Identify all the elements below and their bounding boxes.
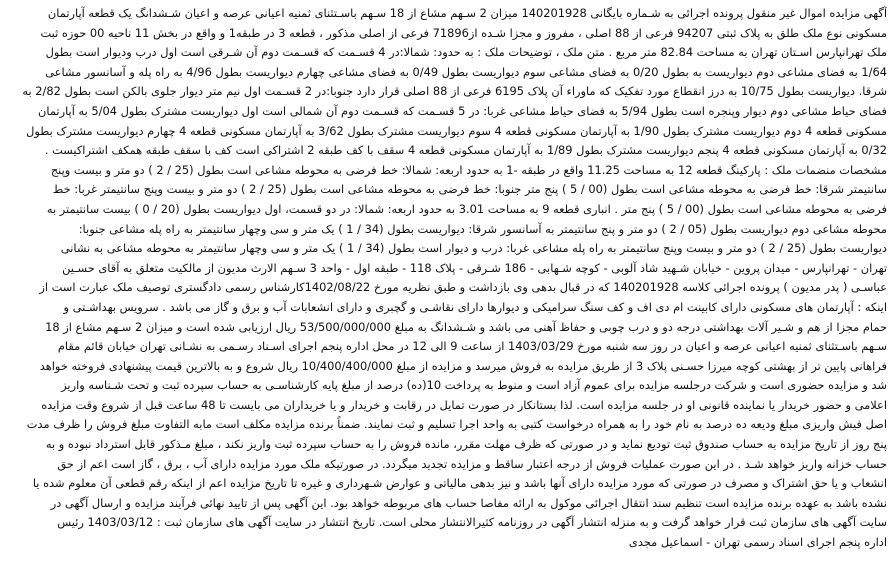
notice-line-27: سایت آگهی های سازمان ثبت قرار خواهد گرفت و به منزله انتشار آگهی در روزنامه کثیرالانتشار محلی است. تاریخ انتشار در سایت آگهی های سازمان ثبت : 1403/03/12 رئیس <box>57 515 887 530</box>
notice-line-2: مسکونی نوع ملک طلق به پلاک ثبتی 94207 فرعی از 88 اصلی ، مفروز و مجزا شـده از71896 فرعی از اصلی مذکور ، قطعه 3 در طبقه1 و واقع در بخش 11 ناحیه 00 حوزه ثبت <box>40 25 887 40</box>
notice-line-8: 0/32 به آپارتمان مسکونی قطعه 4 پنجم دیواریست مشترک بطول 1/89 به آپارتمان مسکونی قطعه 4 سقف با کف طبقه 2 اشتراکی است کف با سقف طبقه همکف اشتراکیست . <box>44 143 887 158</box>
notice-line-4: 1/64 به فضای مشاعی دوم دیواریست به بطول 0/20 به فضای مشاعی سوم دیواریست بطول 0/49 به فضای مشاعی چهارم دیواریست بطول 4/96 به راه پله و آسانسور مشاعی <box>45 64 887 79</box>
notice-line-23: پنج روز از تاریخ مزایده به حساب صندوق ثبت تودیع نماید و در صورتی که ظرف مهلت مقرر، مانده فروش را به حساب سپرده ثبت واریز نکند ، مبلغ مـذکور قابل استرداد نبوده و به <box>45 437 887 452</box>
notice-line-16: اینکه : آپارتمان های مسکونی دارای کابینت ام دی اف و کف سنگ سرامیکی و دیوارها دارای نقاشـی و گچبری و دارای انشعابات آب و برق و گاز می باشد . سرویس بهداشـتی و <box>63 299 887 314</box>
notice-line-13: دیواریست بطول (25 / 2 ) دو متر و بیست وپنج سانتیمتر به راه پله مشاعی غربا: درب و دیوار است بطول (34 / 1 ) یک متر و سی وچهار سانتیمتر به محوطه مشاعی به نشانی <box>60 241 887 256</box>
notice-line-5: شرقا. دیواریست بطول 10/75 به درز انقطاع مورد تفکیک که ماوراء آن پلاک 6195 فرعی از 88 اصلی قرار دارد جنوبا:در 2 قسـمت اول نیم متر دیوار جلوی بالکن است بطول 2/82 به <box>22 84 887 99</box>
notice-line-7: مسکونی قطعه 4 دوم دیواریست مشترک بطول 1/90 به آپارتمان مسکونی قطعه 4 سوم دیواریست مشترک بطول 3/62 به آپارتمان مسکونی قطعه 4 چهارم دیواریست مشترک بطول <box>26 123 887 138</box>
notice-line-17: حمام مجزا از هم و شـیر آلات بهداشتی درجه دو و درب چوبی و حفاظ آهنی می باشد و شـشدانگ به مبلغ 53/500/000/000 ریال ارزیابی شده است و میزان 2 سـهم مشاع از 18 <box>45 319 887 334</box>
notice-line-28: اداره پنجم اجرای اسناد رسمی تهران - اسماعیل مجدی <box>628 535 887 550</box>
notice-line-11: فرضی به محوطه مشاعی است بطول (00 / 5 ) پنج متر . انباری قطعه 9 به مساحت 3.01 به حدود اربعه: شمالا: در دو قسمت، اول دیواریست بطول (20 / 0 ) بیست سانتیمتر به <box>46 201 887 216</box>
notice-line-9: مشخصات منضمات ملک : پارکینگ قطعه 12 به مساحت 11.25 واقع در طبقه -1 به حدود اربعه: شمالا: خط فرضی به محوطه مشاعی است بطول (25 / 2 ) دو متر و بیست وپنج <box>50 162 887 177</box>
notice-line-24: حساب خزانه واریز خواهد شـد . در این صورت عملیات فروش از درجه اعتبار ساقط و مزایده تجدید میگردد. در صورتیکه ملک مورد مزایده دارای آب ، برق ، گاز است اعم از حق <box>57 456 887 471</box>
notice-line-1: آگهی مزایده اموال غیر منقول پرونده اجرائی به شـماره بایگانی 140201928 میزان 2 سـهم مشاع از 18 سـهم باسـتثنای ثمنیه اعیانی عرصه و اعیان شـشدانگ یک قطعه آپارتمان <box>47 6 887 20</box>
notice-line-19: فراهانی پایین تر از بهشتی کوچه میرزا حسـنی پلاک 3 از طریق مزایده به فروش میرسد و مزایده از مبلغ 10/400/400/000 ریال شروع و به بالاترین قیمت پیشنهادی فروخته خواهد <box>39 358 887 373</box>
notice-line-12: محوطه مشاعی دوم دیواریست بطول (05 / 2 ) دو متر و پنج سانتیمتر به آسانسور شرقا: دیواریست بطول (34 / 1 ) یک متر و سی وچهار سانتیمتر به راه پله مشاعی جنوبا: <box>78 221 887 236</box>
notice-line-26: نشده باشد به عهده برنده مزایده است تنظیم سند انتقال اجرائی موکول به ارائه مفاصا حساب های مربوطه خواهد بود. این آگهی پس از تایید نهائی فرآیند مزایده و ارسال آگهی در <box>50 495 887 510</box>
notice-line-18: سـهم باسـتثنای ثمنیه اعیانی عرصه و اعیان در روز سه شنبه مورخ 1403/03/29 از ساعت 9 الی 12 در محل اداره پنجم اجرای اسـناد رسـمی به نشـانی تهران خیابان قائم مقام <box>57 339 887 354</box>
notice-line-21: اعلامی و حضور خریدار یا نماینده قانونی او در جلسه مزایده است. لذا بستانکار در صورت تمایل در رقابت و خریدار و یا خریداران می بایست تا 48 ساعت قبل از شروع وقت مزایده <box>41 397 887 412</box>
notice-line-15: عباسـی ( پدر مدیون ) پرونده اجرائی کلاسه 140201928 که در قبال بدهی وی بازداشت و طبق نظریه مورخ 1402/08/22کارشناس رسمی دادگستری توصیف ملک عبارت است از <box>39 280 887 295</box>
notice-line-10: سانتیمتر شرقا: خط فرضی به محوطه مشاعی است بطول (00 / 5 ) پنج متر جنوبا: خط فرضی به محوطه مشاعی است بطول (25 / 2 ) دو متر و بیست وپنج سانتیمتر غربا: خط <box>52 182 887 197</box>
notice-line-20: شد و مزایده حضوری است و شرکت درجلسه مزایده برای عموم آزاد است و منوط به پرداخت 10(ده) درصد از مبلغ پایه کارشناسـی به حساب سپرده ثبت و تحت شـناسه واریز <box>61 378 887 393</box>
notice-line-6: فضای حیاط مشاعی دوم دیوار وپنجره است بطول 5/94 به فضای حیاط مشاعی غربا: در 5 قسـمت که قسـمت دوم آن شمالی است اول دیواریست مشترک بطول 5/04 به آپارتمان <box>37 103 887 118</box>
notice-line-3: ملک تهرانپارس اسـتان تهران به مساحت 82.84 متر مربع . متن ملک ، توضیحات ملک : به حدود: شمالا:در 4 قسـمت که قسـمت دوم آن شـرقی است اول درب ودیوار است بطول <box>45 45 887 60</box>
notice-line-25: انشعاب و یا حق اشتراک و مصرف در صورتی که مورد مزایده دارای آنها باشد و نیز بدهی مالیاتی و عوارض شـهرداری و غیره تا تاریخ مزایده اعم از اینکه رقم قطعی آن معلوم شده یا <box>32 476 887 491</box>
notice-line-14: تهران - تهرانپارس - میدان پروین - خیابان شـهید شاد آلوبی - کوچه شـهابی - 186 شـرقی - پلاک 118 - طبقه اول - واحد 3 سـهم الارث مدیون از مالکیت متعلق به آقای حسـین <box>62 260 887 275</box>
notice-line-22: اصل فیش واریزی مبلغ ودیعه ده درصد به نام خود را به همراه درخواست کتبی به واحد اجرا تسلیم و ثبت نمایند. ضمناً برنده مزایده مکلف است مابه التفاوت مبلغ فروش را ظرف مدت <box>26 417 887 432</box>
